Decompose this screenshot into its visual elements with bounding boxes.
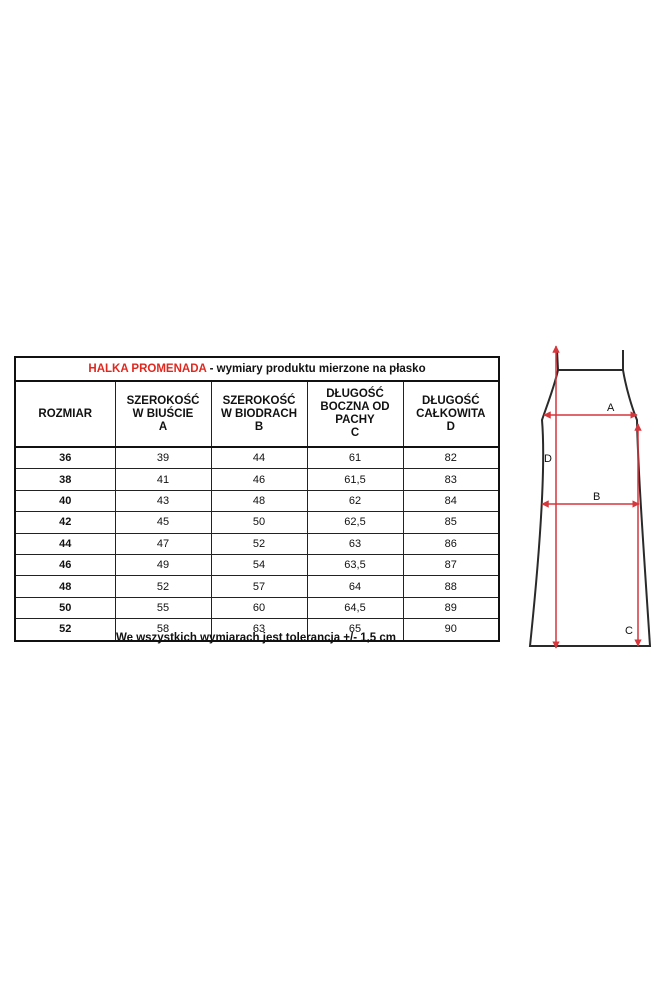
table-title-row [15, 357, 499, 381]
header-total-length: DŁUGOŚĆ CAŁKOWITA D [403, 381, 499, 447]
table-header-row [15, 381, 499, 447]
table-cell: 57 [211, 576, 307, 597]
label-c: C [625, 625, 633, 637]
table-cell: 54 [211, 554, 307, 575]
size-cell: 52 [15, 619, 115, 641]
size-cell: 50 [15, 597, 115, 618]
table-cell: 52 [211, 533, 307, 554]
label-b: B [593, 491, 601, 503]
table-cell: 65 [307, 619, 403, 641]
size-cell: 42 [15, 512, 115, 533]
table-cell: 58 [115, 619, 211, 641]
table-row [15, 554, 499, 575]
slip-dress-diagram [520, 340, 660, 660]
table-cell: 52 [115, 576, 211, 597]
label-a: A [607, 402, 615, 414]
left-strap [557, 350, 558, 370]
size-cell: 40 [15, 490, 115, 511]
dress-outline [530, 370, 650, 646]
table-cell: 50 [211, 512, 307, 533]
table-row [15, 597, 499, 618]
table-cell: 46 [211, 469, 307, 490]
table-cell: 88 [403, 576, 499, 597]
table-cell: 84 [403, 490, 499, 511]
table-cell: 44 [211, 447, 307, 469]
table-cell: 41 [115, 469, 211, 490]
table-cell: 55 [115, 597, 211, 618]
table-cell: 64 [307, 576, 403, 597]
table-cell: 45 [115, 512, 211, 533]
table-cell: 62,5 [307, 512, 403, 533]
table-cell: 60 [211, 597, 307, 618]
table-cell: 39 [115, 447, 211, 469]
table-title-text: - wymiary produktu mierzone na płasko [206, 363, 426, 375]
table-cell: 89 [403, 597, 499, 618]
header-bust-width: SZEROKOŚĆ W BIUŚCIE A [115, 381, 211, 447]
size-cell: 46 [15, 554, 115, 575]
size-cell: 36 [15, 447, 115, 469]
table-row [15, 512, 499, 533]
table-row [15, 576, 499, 597]
size-cell: 48 [15, 576, 115, 597]
table-cell: 63,5 [307, 554, 403, 575]
table-cell: 61,5 [307, 469, 403, 490]
table-title [15, 357, 499, 381]
size-cell: 38 [15, 469, 115, 490]
header-side-length: DŁUGOŚĆ BOCZNA OD PACHY C [307, 381, 403, 447]
table-row [15, 447, 499, 469]
table-cell: 62 [307, 490, 403, 511]
table-cell: 61 [307, 447, 403, 469]
size-cell: 44 [15, 533, 115, 554]
table-cell: 64,5 [307, 597, 403, 618]
table-cell: 63 [307, 533, 403, 554]
table-row [15, 490, 499, 511]
table-cell: 86 [403, 533, 499, 554]
label-d: D [544, 453, 552, 465]
table-cell: 83 [403, 469, 499, 490]
table-cell: 47 [115, 533, 211, 554]
table-cell: 82 [403, 447, 499, 469]
tolerance-note: We wszystkich wymiarach jest tolerancja +/- 1,5 cm [115, 632, 397, 644]
header-hip-width: SZEROKOŚĆ W BIODRACH B [211, 381, 307, 447]
header-size: ROZMIAR [15, 381, 115, 447]
table-cell: 63 [211, 619, 307, 641]
table-cell: 49 [115, 554, 211, 575]
table-cell: 87 [403, 554, 499, 575]
product-name: HALKA PROMENADA [88, 363, 207, 375]
table-row [15, 533, 499, 554]
table-cell: 43 [115, 490, 211, 511]
size-table [14, 356, 500, 642]
table-cell: 48 [211, 490, 307, 511]
table-cell: 90 [403, 619, 499, 641]
table-row [15, 469, 499, 490]
table-cell: 85 [403, 512, 499, 533]
